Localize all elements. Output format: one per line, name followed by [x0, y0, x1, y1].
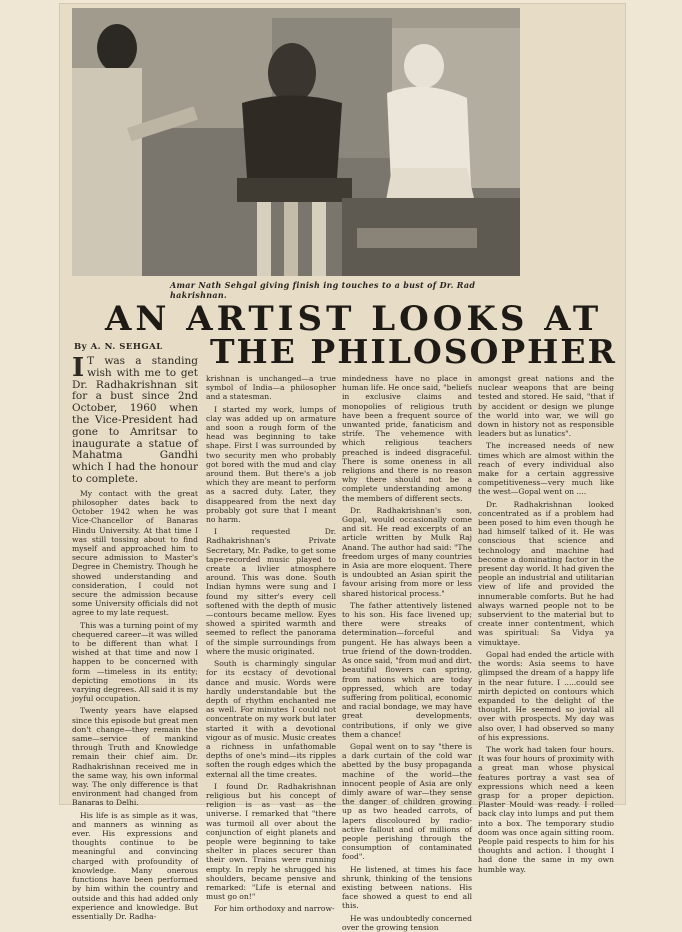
- lead-paragraph: [72, 353, 198, 486]
- headline-line-2: THE PHILOSOPHER: [210, 332, 617, 371]
- article-column-1: [72, 353, 198, 921]
- paragraph: amongst great nations and the nuclear weapons that are being tested and stored. He said, "that if by accident or design we plunge the world into war, we will go down in history not as responsible leaders but as lunatics".: [478, 374, 614, 439]
- drop-cap: I: [72, 353, 85, 383]
- article-column-4: [478, 374, 614, 874]
- paragraph: The work had taken four hours. It was four hours of proximity with a great man whose physical features portray a vast sea of expressions which need a keen grasp for a proper depiction. Plaster Mould was ready. I rolled back clay into lumps and put them into a box. The temporary studio doom was once again sitting room. People paid respects to him for his thoughts and action. I thought I had done the same in my own humble way.: [478, 744, 614, 874]
- newspaper-clipping: [60, 4, 625, 932]
- photo-illustration: [72, 8, 520, 276]
- paragraph: Dr. Radhakrishnan looked concentrated as if a problem had been posed to him even though he had himself talked of it. He was conscious that science and technology and machine had become a dominating factor in the present day world. It had given the people an industrial and utilitarian view of life and provided the innumerable comforts. But he had always warned people not to be subservient to the material but to create inner contentment, which was spiritual: Sa Vidya ya vimuktaye.: [478, 499, 614, 647]
- photo-caption: Amar Nath Sehgal giving finish ing touches to a bust of Dr. Rad hakrishnan.: [170, 280, 476, 300]
- headline-line-1: AN ARTIST LOOKS AT: [105, 299, 603, 339]
- lead-text: T was a standing wish with me to get Dr. Radhakrishnan sit for a bust since 2nd October, 1960 when the Vice-President had gone to Amritsar to inaugurate a statue of Mahatma Gandhi which I had the honour to complete.: [72, 355, 198, 485]
- paragraph: mindedness have no place in human life. He once said, "beliefs in exclusive claims and monopolies of religious truth have been a frequent source of unwanted pride, fanaticism and strife. The vehemence with which religious teachers preached is indeed disgraceful. There is some oneness in all religions and there is no reason why there should not be a complete understanding among the members of different sects.: [342, 374, 472, 503]
- paragraph: His life is as simple as it was, and manners as winning as ever. His expressions and thoughts continue to be meaningful and convincing charged with profoundity of knowledge. Many onerous functions have been performed by him within the country and outside and this had added only experience and knowledge. But essentially Dr. Radha-: [72, 810, 198, 921]
- paragraph: The father attentively listened to his son. His face livened up; there were streaks of determination—forceful and pungent. He has always been a true friend of the down-trodden. As once said, "from mud and dirt, beautiful flowers can spring, from nations which are today oppressed, which are today suffering from political, economic and racial bondage, we may have great developments, contributions, if only we give them a chance!: [342, 600, 472, 739]
- paragraph: He was undoubtedly concerned over the growing tension: [342, 913, 472, 932]
- byline: By A. N. SEHGAL: [74, 342, 163, 352]
- paragraph: I requested Dr. Radhakrishnan's Private Secretary, Mr. Padke, to get some tape-recorded music played to create a livlier atmosphere around. This was done. South Indian hymns were sung and I found my sitter's every cell softened with the depth of music—contours became mellow. Eyes showed a spirited warmth and seemed to reflect the panorama of the simple surroundings from where the music originated.: [206, 527, 336, 656]
- paragraph: South is charmingly singular for its ecstacy of devotional dance and music. Words were hardly understandable but the depth of rhythm enchanted me as well. For minutes I could not concentrate on my work but later started it with a devotional vigour as of music. Music creates a richness in unfathomable depths of one's mind—its ripples soften the rough edges which the external all the time creates.: [206, 659, 336, 779]
- article-column-2: [206, 374, 336, 914]
- paragraph: My contact with the great philosopher dates back to October 1942 when he was Vice-Chancellor of Banaras Hindu University. At that time I was still tossing about to find myself and approached him to secure admission to Master's Degree in Chemistry. Though he showed understanding and consideration, I could not secure the admission because some University officials did not agree to my late request.: [72, 488, 198, 618]
- article-column-3: [342, 374, 472, 932]
- paragraph: Twenty years have elapsed since this episode but great men don't change—they remain the same—service of mankind through Truth and Knowledge remain their chief aim. Dr. Radhakrishnan received me in the same way, his own informal way. The only difference is that environment had changed from Banaras to Delhi.: [72, 706, 198, 808]
- paragraph: He listened, at times his face shrunk, thinking of the tensions existing between nations. His face showed a quest to end all this.: [342, 864, 472, 911]
- paragraph: The increased needs of new times which are almost within the reach of every individual also make for a certain aggressive competitiveness—very much like the west—Gopal went on ....: [478, 441, 614, 497]
- paragraph: Gopal went on to say "there is a dark curtain of the cold war abetted by the busy propaganda machine of the world—the innocent people of Asia are only dimly aware of war—they sense the danger of children growing up as two headed carrots, of lapers discoloured by radio-active fallout and of millions of people perishing through the consumption of contaminated food".: [342, 741, 472, 862]
- paragraph: krishnan is unchanged—a true symbol of India—a philosopher and a statesman.: [206, 374, 336, 402]
- paragraph: This was a turning point of my chequered career—it was willed to be different than what I wished at that time and now I happen to be concerned with form —timeless in its entity; depicting emotions in its varying degrees. All said it is my joyful occupation.: [72, 620, 198, 704]
- article-photo: [72, 8, 520, 276]
- paragraph: For him orthodoxy and narrow-: [214, 904, 335, 914]
- paragraph: Gopal had ended the article with the words: Asia seems to have glimpsed the dream of a happy life in the near future. I .....could see mirth depicted on contours which expanded to the delight of the thought. He seemed so jovial all over with prospects. My day was also over, I had observed so many of his expressions.: [478, 649, 614, 742]
- paragraph: I found Dr. Radhakrishnan religious but his concept of religion is as vast as the universe. I remarked that "there was turmoil all over about the conjunction of eight planets and people were beginning to take shelter in places securer than their own. Trains were running empty. In reply he shrugged his shoulders, became pensive and remarked: "Life is eternal and must go on!": [206, 781, 336, 902]
- paragraph: I started my work, lumps of clay was added up on armature and soon a rough form of the head was beginning to take shape. First I was surrounded by two security men who probably got bored with the mud and clay around them. But there's a job which they are meant to perform as a sacred duty. Later, they disappeared from the next day probably got sure that I meant no harm.: [206, 404, 336, 525]
- paragraph: Dr. Radhakrishnan's son, Gopal, would occasionally come and sit. He read excerpts of an article written by Mulk Raj Anand. The author had said: "The freedom urges of many countries in Asia are more eloquent. There is undoubted an Asian spirit the favour arising from more or less shared historical process.": [342, 505, 472, 598]
